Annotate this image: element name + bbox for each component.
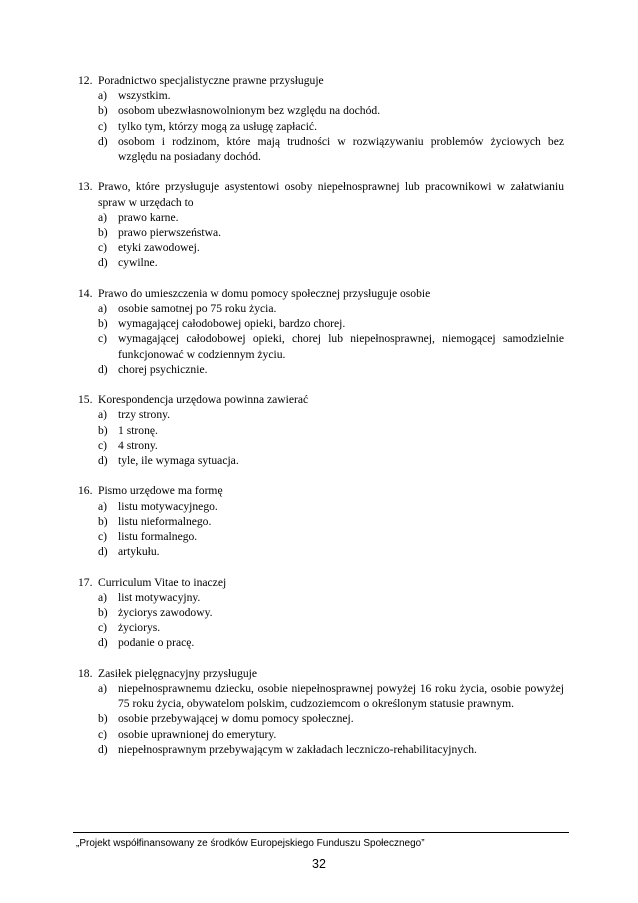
option-a (78, 407, 564, 422)
option-letter: d) (98, 636, 108, 650)
option-a (78, 88, 564, 103)
option-letter: a) (98, 682, 108, 696)
option-text: wymagającej całodobowej opieki, chorej lub niepełnosprawnej, niemogącej samodzielnie funkcjonować w codziennym życiu. (118, 332, 564, 361)
option-text: tyle, ile wymaga sytuacja. (118, 454, 239, 468)
question-text: Prawo do umieszczenia w domu pomocy społecznej przysługuje osobie (98, 286, 431, 300)
option-letter: d) (98, 454, 108, 468)
option-letter: d) (98, 742, 108, 756)
question-text: Zasiłek pielęgnacyjny przysługuje (98, 666, 258, 680)
option-letter: c) (98, 530, 108, 544)
option-letter: a) (98, 89, 108, 103)
option-b (78, 605, 564, 620)
option-text: osobom ubezwłasnowolnionym bez względu na dochód. (118, 104, 381, 118)
option-d (78, 742, 564, 757)
question-13 (78, 179, 564, 270)
question-15 (78, 392, 564, 468)
option-letter: c) (98, 241, 108, 255)
question-number: 12. (78, 74, 93, 87)
option-b (78, 103, 564, 118)
option-a (78, 301, 564, 316)
option-letter: d) (98, 256, 108, 270)
question-text: Prawo, które przysługuje asystentowi osoby niepełnosprawnej lub pracownikowi w załatwianiu spraw w urzędach to (98, 180, 564, 209)
question-number: 13. (78, 180, 93, 194)
question-text: Pismo urzędowe ma formę (98, 484, 223, 498)
footer-project-text: „Projekt współfinansowany ze środków Europejskiego Funduszu Społecznego” (76, 838, 425, 849)
question-text: Korespondencja urzędowa powinna zawierać (98, 393, 309, 407)
option-text: życiorys. (118, 621, 161, 635)
option-text: podanie o pracę. (118, 636, 195, 650)
option-a (78, 210, 564, 225)
question-12 (78, 73, 564, 164)
option-text: 4 strony. (118, 438, 158, 452)
question-16 (78, 483, 564, 559)
option-text: trzy strony. (118, 408, 171, 422)
option-text: chorej psychicznie. (118, 362, 208, 376)
question-number: 18. (78, 666, 93, 680)
option-a (78, 590, 564, 605)
option-c (78, 119, 564, 134)
option-letter: c) (98, 727, 108, 741)
option-letter: a) (98, 408, 108, 422)
question-text: Curriculum Vitae to inaczej (98, 575, 227, 589)
question-number: 16. (78, 484, 93, 498)
option-c (78, 620, 564, 635)
option-text: osobom i rodzinom, które mają trudności w rozwiązywaniu problemów życiowych bez względu na posiadany dochód. (118, 134, 564, 164)
option-b (78, 423, 564, 438)
option-letter: c) (98, 621, 108, 635)
option-b (78, 514, 564, 529)
option-letter: d) (98, 545, 108, 559)
option-letter: b) (98, 317, 108, 331)
option-text: osobie samotnej po 75 roku życia. (118, 302, 277, 316)
option-letter: b) (98, 606, 108, 620)
option-text: wszystkim. (118, 89, 171, 103)
option-letter: c) (98, 119, 108, 133)
option-c (78, 529, 564, 544)
option-letter: a) (98, 210, 108, 224)
option-text: listu nieformalnego. (118, 514, 212, 528)
question-18 (78, 666, 564, 757)
option-b (78, 225, 564, 240)
option-b (78, 711, 564, 726)
option-text: osobie przebywającej w domu pomocy społecznej. (118, 712, 354, 726)
option-letter: c) (98, 332, 108, 346)
option-c (78, 438, 564, 453)
option-d (78, 544, 564, 559)
option-d (78, 362, 564, 377)
option-letter: b) (98, 423, 108, 437)
option-letter: b) (98, 712, 108, 726)
option-letter: d) (98, 134, 108, 148)
option-text: życiorys zawodowy. (118, 606, 213, 620)
option-d (78, 453, 564, 468)
option-text: artykułu. (118, 545, 160, 559)
option-text: tylko tym, którzy mogą za usługę zapłacić. (118, 119, 317, 133)
option-text: prawo karne. (118, 210, 179, 224)
option-text: listu formalnego. (118, 530, 198, 544)
option-letter: a) (98, 499, 108, 513)
question-14 (78, 286, 564, 377)
question-number: 15. (78, 393, 93, 407)
option-a (78, 681, 564, 711)
option-a (78, 499, 564, 514)
option-text: etyki zawodowej. (118, 241, 200, 255)
option-d (78, 134, 564, 164)
option-b (78, 316, 564, 331)
question-number: 14. (78, 286, 93, 300)
option-d (78, 635, 564, 650)
question-text: Poradnictwo specjalistyczne prawne przysługuje (98, 74, 324, 87)
option-c (78, 727, 564, 742)
option-letter: a) (98, 302, 108, 316)
option-letter: b) (98, 226, 108, 240)
question-number: 17. (78, 575, 93, 589)
option-text: cywilne. (118, 256, 158, 270)
option-c (78, 331, 564, 361)
option-text: niepełnosprawnym przebywającym w zakładach leczniczo-rehabilitacyjnych. (118, 742, 477, 756)
page-number: 32 (312, 857, 326, 871)
option-text: 1 stronę. (118, 423, 158, 437)
option-letter: d) (98, 362, 108, 376)
question-17 (78, 575, 564, 651)
option-d (78, 255, 564, 270)
question-list (78, 73, 564, 772)
option-text: osobie uprawnionej do emerytury. (118, 727, 277, 741)
option-text: wymagającej całodobowej opieki, bardzo chorej. (118, 317, 346, 331)
option-c (78, 240, 564, 255)
option-text: niepełnosprawnemu dziecku, osobie niepełnosprawnej powyżej 16 roku życia, osobie powyżej 75 roku życia, obywatelom polskim, cudzoziemcom o określonym statusie prawnym. (118, 682, 564, 711)
option-text: listu motywacyjnego. (118, 499, 218, 513)
option-letter: c) (98, 438, 108, 452)
option-text: list motywacyjny. (118, 590, 201, 604)
option-letter: b) (98, 104, 108, 118)
option-letter: a) (98, 590, 108, 604)
footer-divider (73, 832, 569, 833)
option-letter: b) (98, 514, 108, 528)
option-text: prawo pierwszeństwa. (118, 226, 222, 240)
